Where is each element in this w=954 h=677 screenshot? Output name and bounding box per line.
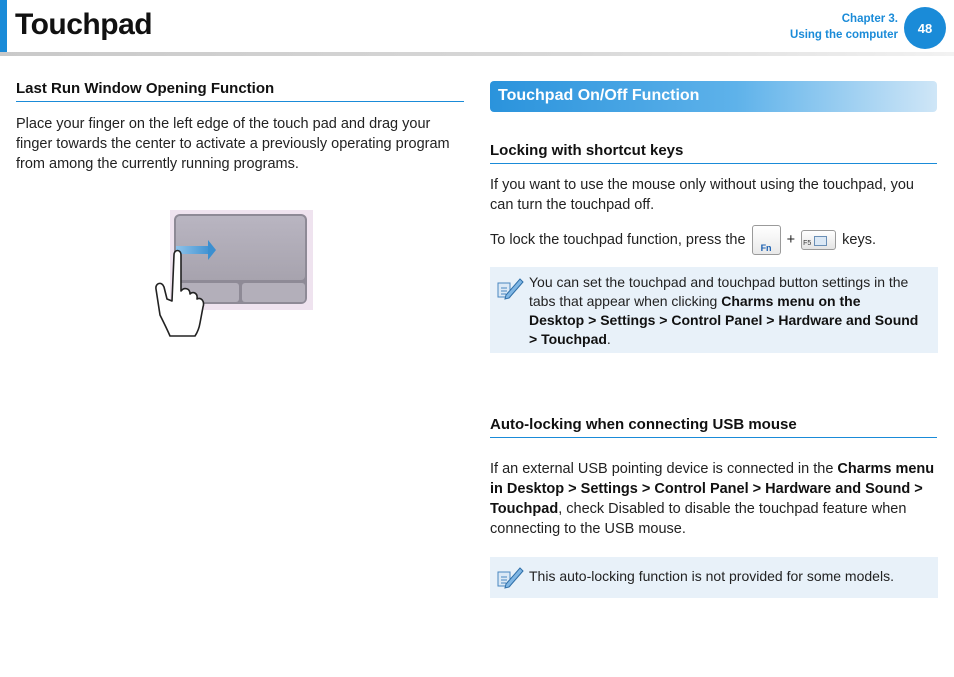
note-pencil-icon <box>496 564 524 590</box>
auto-lock-heading: Auto-locking when connecting USB mouse <box>490 416 937 438</box>
header-divider <box>0 52 954 56</box>
page-number-badge: 48 <box>904 7 946 49</box>
left-body: Place your finger on the left edge of the touch pad and drag your finger towards the center to activate a previously operating program from among the currently running programs. <box>16 116 450 172</box>
section-title: Touchpad On/Off Function <box>498 87 700 104</box>
touchpad-illustration <box>150 205 325 345</box>
auto-lock-path: Charms menu in Desktop > Settings > Control Panel > Hardware and Sound > Touchpad <box>490 461 935 517</box>
chapter-number: Chapter 3. <box>841 13 898 25</box>
locking-heading: Locking with shortcut keys <box>490 142 937 164</box>
locking-body: If you want to use the mouse only without using the touchpad, you can turn the touchpad off. <box>490 177 914 213</box>
section-title-bar <box>490 81 937 112</box>
auto-lock-body: If an external USB pointing device is connected in the Charms menu in Desktop > Settings > Control Panel > Hardware and Sound > Touchpad, check Disabled to disable the touchpad feature when connecting to the USB mouse. <box>490 461 935 537</box>
left-heading: Last Run Window Opening Function <box>16 80 464 102</box>
touchpad-toggle-icon <box>814 236 827 246</box>
note-settings <box>490 267 938 353</box>
note-auto-lock <box>490 557 938 598</box>
note-pencil-icon <box>496 275 524 301</box>
shortcut-prefix: To lock the touchpad function, press the <box>490 231 746 248</box>
chapter-title: Using the computer <box>790 29 898 41</box>
note-settings-path: Charms menu on the Desktop > Settings > Control Panel > Hardware and Sound > Touchpad <box>529 293 919 347</box>
shortcut-line <box>490 225 937 255</box>
touchpad-right-button <box>242 283 305 302</box>
page-title: Touchpad <box>15 8 153 41</box>
f5-key-icon: F5 <box>801 230 836 250</box>
chapter-label <box>790 11 898 43</box>
shortcut-suffix: keys. <box>842 231 876 248</box>
header-accent-bar <box>0 0 7 52</box>
fn-key-icon: Fn <box>752 225 781 255</box>
note-auto-lock-text: This auto-locking function is not provided for some models. <box>529 568 894 584</box>
plus-sign: + <box>786 231 796 248</box>
note-settings-text: You can set the touchpad and touchpad button settings in the tabs that appear when clicking Charms menu on the Desktop > Settings > Control Panel > Hardware and Sound > Touchpad. <box>529 274 919 347</box>
